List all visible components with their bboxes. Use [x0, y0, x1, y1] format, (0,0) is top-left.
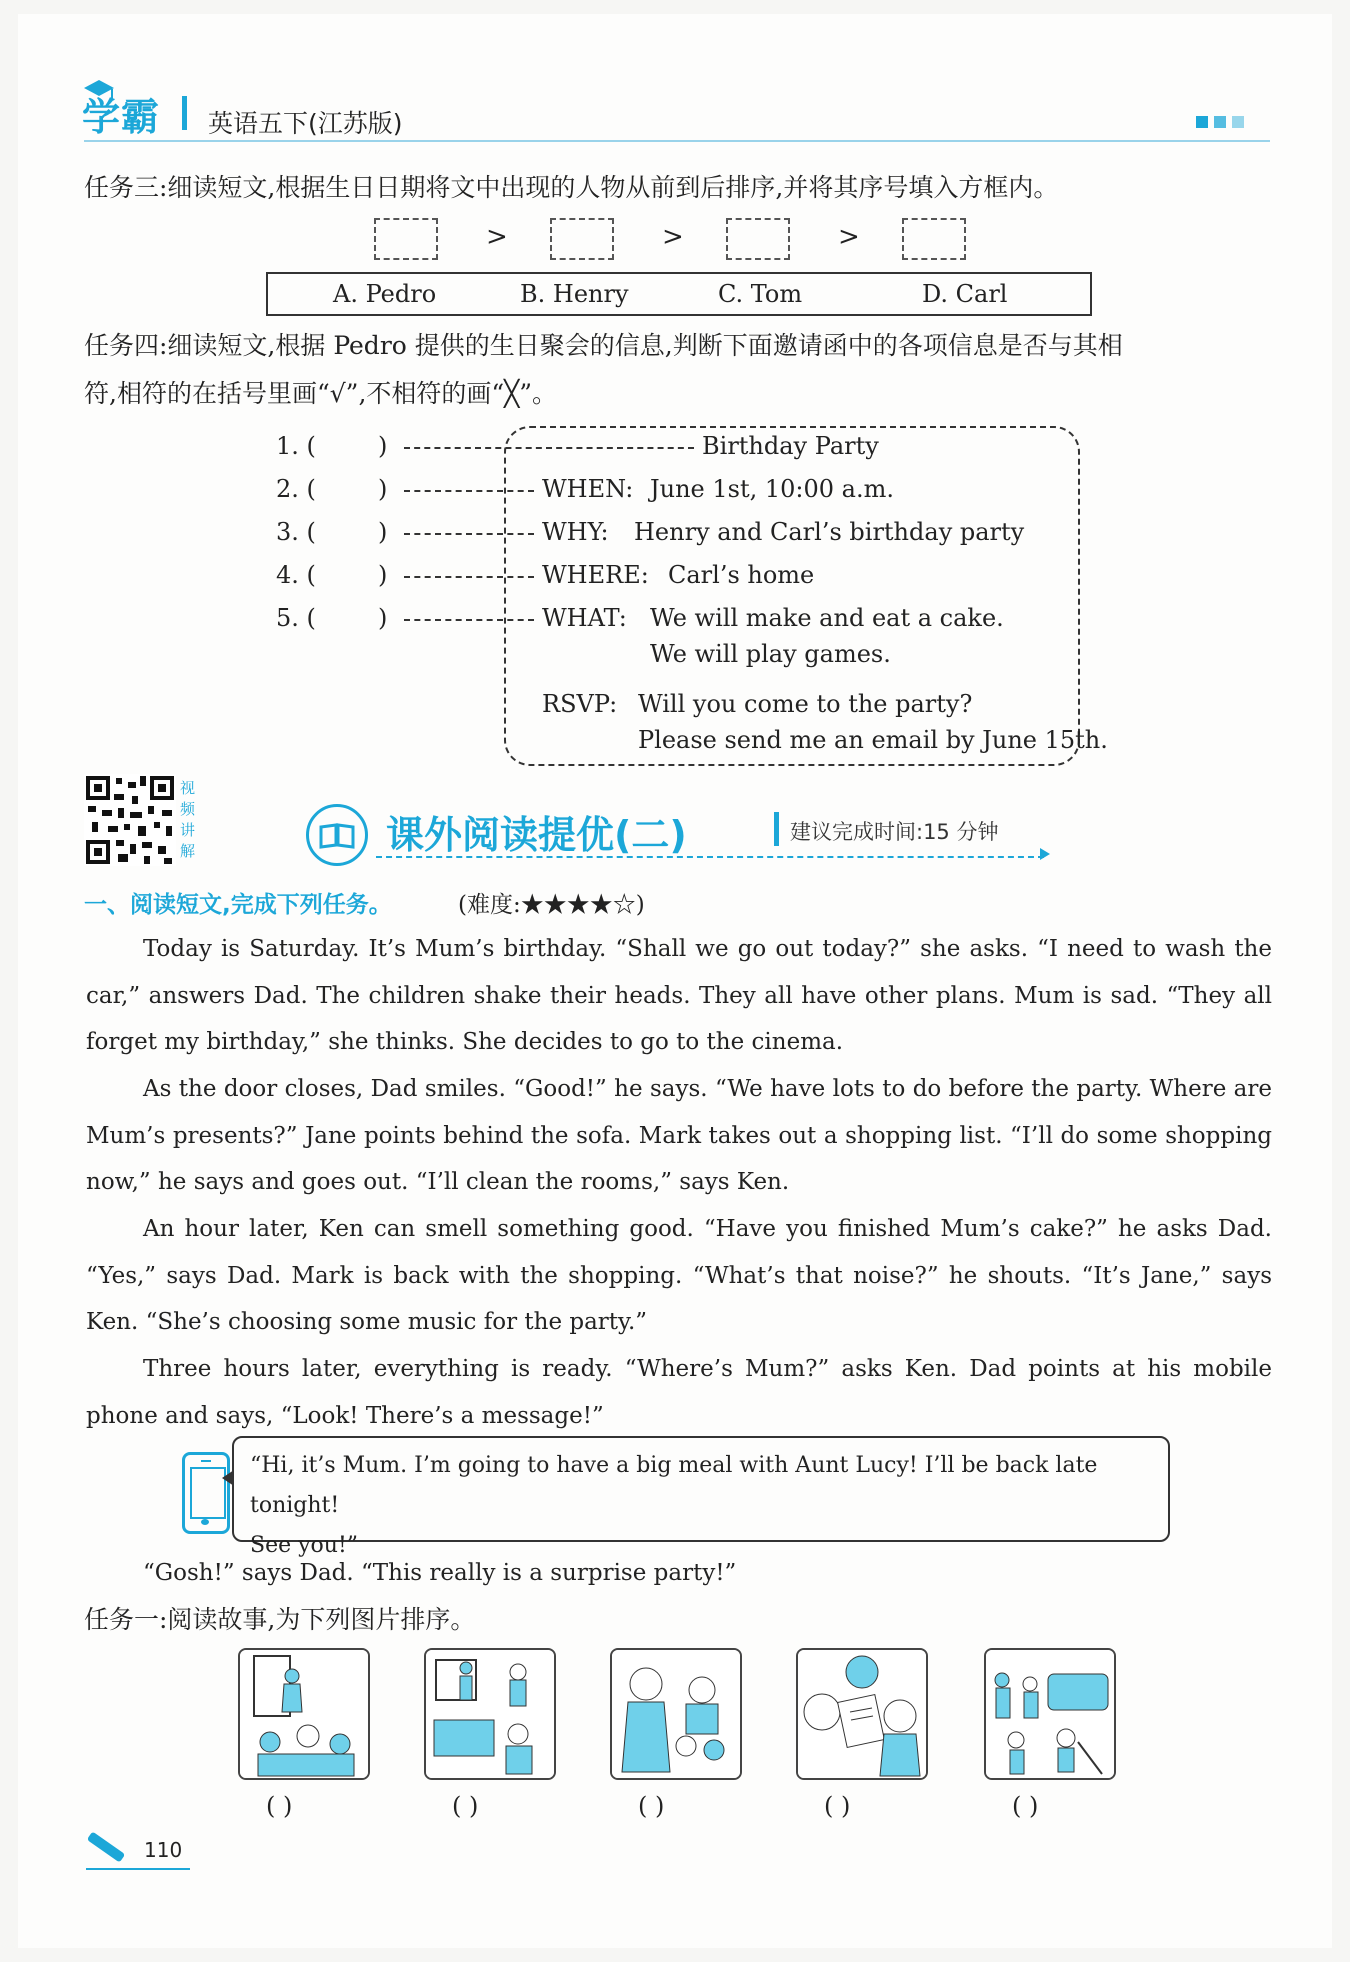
order-separator: >	[838, 222, 860, 252]
header-square-icon	[1232, 116, 1244, 128]
why-label: WHY:	[542, 518, 609, 546]
section-title: 课外阅读提优(二)	[386, 813, 687, 857]
suggested-time: 建议完成时间:15 分钟	[790, 820, 999, 844]
arrow-right-icon	[1040, 848, 1050, 860]
difficulty-rating: (难度:★★★★☆)	[458, 892, 645, 918]
judge-item-3-label: 3. (	[276, 518, 316, 546]
picture-3-answer[interactable]: ( )	[638, 1792, 665, 1820]
page-number-underline	[86, 1868, 190, 1870]
picture-4-answer[interactable]: ( )	[824, 1792, 851, 1820]
section-title-underline	[376, 856, 1044, 858]
video-explanation-label[interactable]	[180, 778, 202, 862]
passage-paragraph-2: As the door closes, Dad smiles. “Good!” he says. “We have lots to do before the party. Where are Mum’s presents?” Jane points behind the sofa. Mark takes out a shopping list. “I’ll do some shopping now,” he says and goes out. “I’ll clean the rooms,” says Ken.	[86, 1076, 1272, 1195]
when-label: WHEN:	[542, 475, 634, 503]
header-square-icon	[1214, 116, 1226, 128]
order-box-1[interactable]	[374, 218, 438, 260]
passage-paragraph-3: An hour later, Ken can smell something good. “Have you finished Mum’s cake?” he asks Dad. “Yes,” says Dad. Mark is back with the shopping. “What’s that noise?” he shouts. “It’s Jane,” says Ken. “She’s choosing some music for the party.”	[86, 1216, 1272, 1335]
message-text	[250, 1446, 1160, 1566]
judge-item-2-close: )	[378, 475, 388, 503]
judge-item-2-label: 2. (	[276, 475, 316, 503]
invitation-title: Birthday Party	[702, 432, 879, 460]
task4-instruction-line1: 任务四:细读短文,根据 Pedro 提供的生日聚会的信息,判断下面邀请函中的各项信息是否与其相	[84, 331, 1123, 360]
header-rule	[84, 140, 1270, 142]
video-label-char: 视	[180, 779, 196, 797]
story-picture-1	[238, 1648, 370, 1780]
message-line-1: “Hi, it’s Mum. I’m going to have a big meal with Aunt Lucy! I’ll be back late tonight!	[250, 1453, 1098, 1518]
judge-item-5-close: )	[378, 604, 388, 632]
brand-divider	[182, 96, 187, 130]
rsvp-label: RSVP:	[542, 690, 618, 718]
what-value-2: We will play games.	[650, 640, 891, 668]
passage-paragraph-4: Three hours later, everything is ready. “Where’s Mum?” asks Ken. Dad points at his mobile phone and says, “Look! There’s a message!”	[86, 1356, 1272, 1429]
judge-item-1-close: )	[378, 432, 388, 460]
what-label: WHAT:	[542, 604, 627, 632]
judge-item-5-label: 5. (	[276, 604, 316, 632]
where-value: Carl’s home	[668, 561, 815, 589]
qr-code[interactable]	[84, 774, 176, 866]
part-title: 一、阅读短文,完成下列任务。	[84, 892, 392, 918]
what-value-1: We will make and eat a cake.	[650, 604, 1004, 632]
picture-1-answer[interactable]: ( )	[266, 1792, 293, 1820]
passage-paragraph-1: Today is Saturday. It’s Mum’s birthday. “Shall we go out today?” she asks. “I need to wash the car,” answers Dad. The children shake their heads. They all have other plans. Mum is sad. “They all forget my birthday,” she thinks. She decides to go to the cinema.	[86, 936, 1272, 1055]
order-separator: >	[662, 222, 684, 252]
when-value: June 1st, 10:00 a.m.	[650, 475, 894, 503]
open-book-icon	[306, 804, 368, 866]
story-picture-2	[424, 1648, 556, 1780]
rsvp-value-2: Please send me an email by June 15th.	[638, 726, 1108, 754]
task3-instruction: 任务三:细读短文,根据生日日期将文中出现的人物从前到后排序,并将其序号填入方框内。	[84, 173, 1059, 202]
story-picture-5	[984, 1648, 1116, 1780]
picture-5-answer[interactable]: ( )	[1012, 1792, 1039, 1820]
why-value: Henry and Carl’s birthday party	[634, 518, 1025, 546]
rsvp-value-1: Will you come to the party?	[638, 690, 973, 718]
section-title-divider	[774, 812, 779, 846]
option-b: B. Henry	[520, 280, 629, 308]
option-c: C. Tom	[718, 280, 803, 308]
judge-item-1-label: 1. (	[276, 432, 316, 460]
story-picture-4	[796, 1648, 928, 1780]
brand-name: 学霸	[82, 95, 161, 139]
judge-item-4-close: )	[378, 561, 388, 589]
judge-item-4-label: 4. (	[276, 561, 316, 589]
book-title: 英语五下(江苏版)	[208, 109, 403, 138]
video-label-char: 解	[180, 842, 196, 860]
judge-item-3-close: )	[378, 518, 388, 546]
video-label-char: 频	[180, 800, 196, 818]
order-box-4[interactable]	[902, 218, 966, 260]
option-a: A. Pedro	[333, 280, 437, 308]
closing-line: “Gosh!” says Dad. “This really is a surprise party!”	[143, 1560, 737, 1586]
header-square-icon	[1196, 116, 1208, 128]
mobile-phone-icon	[182, 1452, 230, 1534]
video-label-char: 讲	[180, 821, 196, 839]
task4-instruction-line2: 符,相符的在括号里画“√”,不相符的画“╳”。	[84, 379, 557, 408]
option-d: D. Carl	[922, 280, 1008, 308]
order-box-3[interactable]	[726, 218, 790, 260]
message-line-2: See you!”	[250, 1533, 359, 1558]
page-number: 110	[144, 1838, 183, 1862]
where-label: WHERE:	[542, 561, 649, 589]
task1-instruction: 任务一:阅读故事,为下列图片排序。	[84, 1605, 476, 1634]
order-separator: >	[486, 222, 508, 252]
story-picture-3	[610, 1648, 742, 1780]
order-box-2[interactable]	[550, 218, 614, 260]
picture-2-answer[interactable]: ( )	[452, 1792, 479, 1820]
